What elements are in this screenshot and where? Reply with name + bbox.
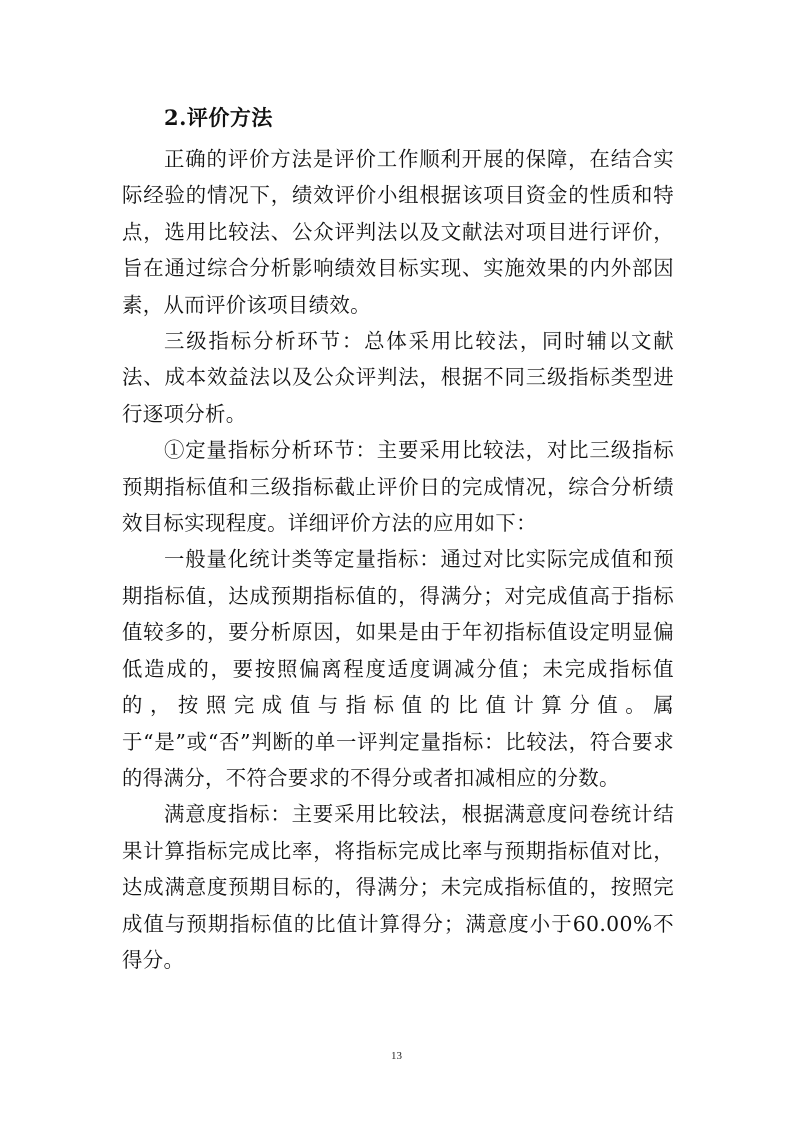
paragraph-quantitative-analysis: ①定量指标分析环节：主要采用比较法，对比三级指标预期指标值和三级指标截止评价日的完成情况，综合分析绩效目标实现程度。详细评价方法的应用如下： bbox=[122, 438, 674, 536]
paragraph-evaluation-method-intro: 正确的评价方法是评价工作顺利开展的保障，在结合实际经验的情况下，绩效评价小组根据该项目资金的性质和特点，选用比较法、公众评判法以及文献法对项目进行评价，旨在通过综合分析影响绩效目标实现、实施效果的内外部因素，从而评价该项目绩效。 bbox=[122, 147, 674, 317]
paragraph-satisfaction-indicators: 满意度指标：主要采用比较法，根据满意度问卷统计结果计算指标完成比率，将指标完成比率与预期指标值对比，达成满意度预期目标的，得满分；未完成指标值的，按照完成值与预期指标值的比值计算得分；满意度小于60.00%不得分。 bbox=[122, 802, 674, 972]
paragraph-third-level-analysis: 三级指标分析环节：总体采用比较法，同时辅以文献法、成本效益法以及公众评判法，根据不同三级指标类型进行逐项分析。 bbox=[122, 329, 674, 426]
paragraph-quantitative-indicators: 一般量化统计类等定量指标：通过对比实际完成值和预期指标值，达成预期指标值的，得满分；对完成值高于指标值较多的，要分析原因，如果是由于年初指标值设定明显偏低造成的，要按照偏离程度适度调减分值；未完成指标值的，按照完成值与指标值的比值计算分值。属于“是”或“否”判断的单一评判定量指标：比较法，符合要求的得满分，不符合要求的不得分或者扣减相应的分数。 bbox=[122, 547, 674, 790]
page-content bbox=[122, 103, 674, 978]
section-heading: 2.评价方法 bbox=[164, 105, 273, 130]
page-number: 13 bbox=[391, 1050, 402, 1062]
